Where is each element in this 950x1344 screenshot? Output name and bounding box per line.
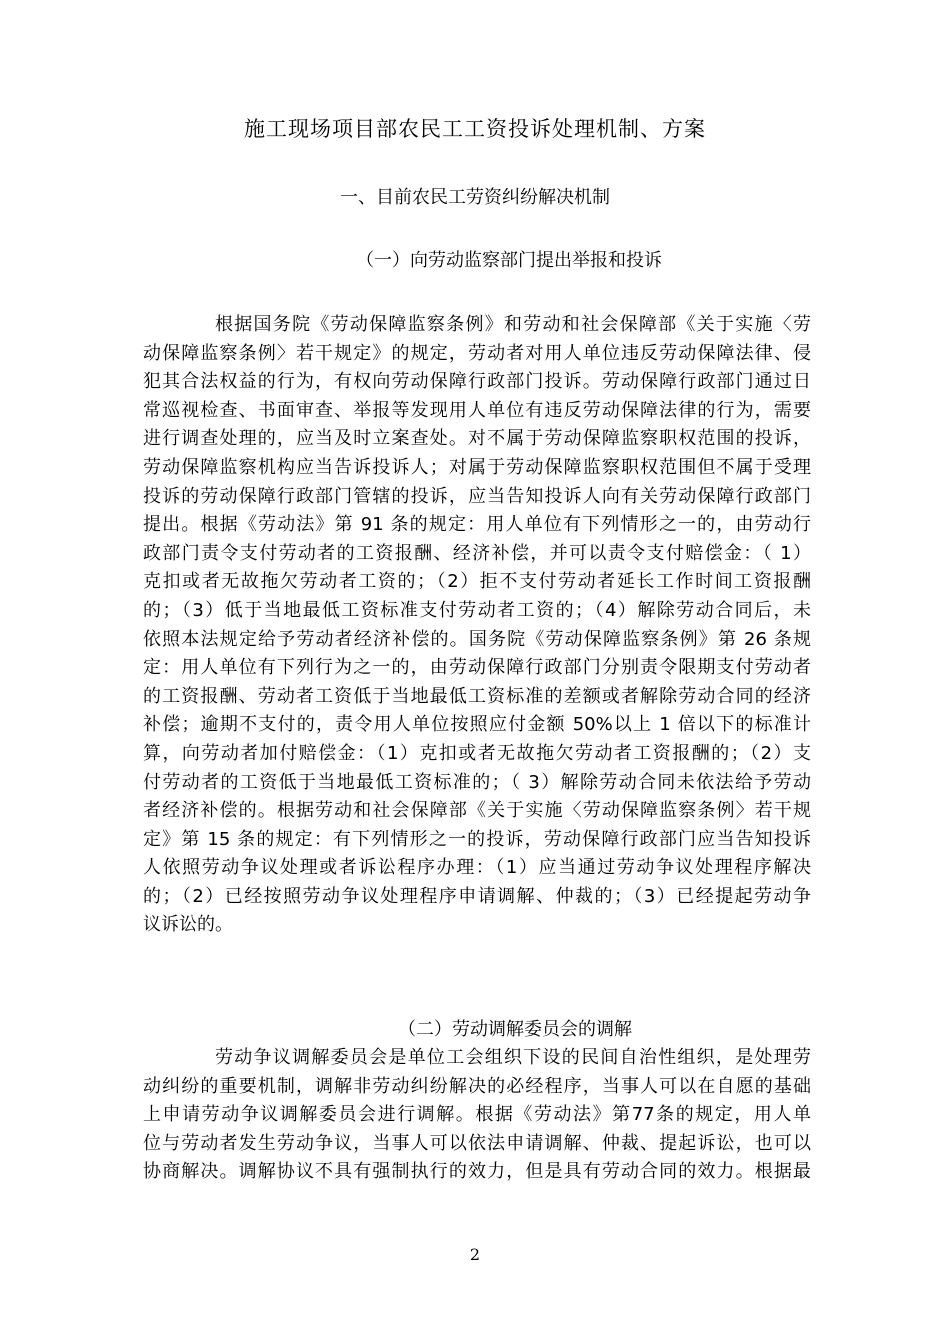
subsection-1-paragraph — [143, 311, 811, 940]
text-line: 协商解决。调解协议不具有强制执行的效力，但是具有劳动合同的效力。根据最 — [143, 1161, 811, 1183]
text-line: 投诉的劳动保障行政部门管辖的投诉，应当告知投诉人向有关劳动保障行政部门 — [143, 485, 811, 507]
text-line: 者经济补偿的。根据劳动和社会保障部《关于实施〈劳动保障监察条例〉若干规 — [143, 800, 811, 822]
text-line: 动保障监察条例〉若干规定》的规定，劳动者对用人单位违反劳动保障法律、侵 — [143, 342, 811, 364]
text-line: 常巡视检查、书面审查、举报等发现用人单位有违反劳动保障法律的行为，需要 — [143, 399, 811, 421]
text-line: 依照本法规定给予劳动者经济补偿的。国务院《劳动保障监察条例》第 26 条规 — [143, 628, 811, 650]
document-title: 施工现场项目部农民工工资投诉处理机制、方案 — [244, 117, 706, 141]
text-line: 补偿；逾期不支付的，责令用人单位按照应付金额 50%以上 1 倍以下的标准计 — [143, 714, 811, 736]
text-line: 的；（3）低于当地最低工资标准支付劳动者工资的；（4）解除劳动合同后，未 — [143, 599, 811, 621]
text-line: 犯其合法权益的行为，有权向劳动保障行政部门投诉。劳动保障行政部门通过日 — [143, 371, 811, 393]
subsection-2-paragraph — [143, 1044, 811, 1187]
page-number: 2 — [469, 1245, 481, 1264]
text-line: 根据国务院《劳动保障监察条例》和劳动和社会保障部《关于实施〈劳 — [215, 314, 811, 335]
text-line: 进行调查处理的，应当及时立案查处。对不属于劳动保障监察职权范围的投诉， — [143, 428, 811, 450]
text-line: 劳动保障监察机构应当告诉投诉人；对属于劳动保障监察职权范围但不属于受理 — [143, 456, 811, 478]
section-heading: 一、目前农民工劳资纠纷解决机制 — [340, 187, 610, 208]
text-line: 议诉讼的。 — [143, 914, 233, 936]
text-line: 动纠纷的重要机制，调解非劳动纠纷解决的必经程序，当事人可以在自愿的基础 — [143, 1075, 811, 1097]
text-line: 的工资报酬、劳动者工资低于当地最低工资标准的差额或者解除劳动合同的经济 — [143, 685, 811, 707]
text-line: 克扣或者无故拖欠劳动者工资的；（2）拒不支付劳动者延长工作时间工资报酬 — [143, 571, 811, 593]
text-line: 定》第 15 条的规定：有下列情形之一的投诉，劳动保障行政部门应当告知投诉 — [143, 828, 811, 850]
text-line: 定：用人单位有下列行为之一的，由劳动保障行政部门分别责令限期支付劳动者 — [143, 657, 811, 679]
text-line: 上申请劳动争议调解委员会进行调解。根据《劳动法》第77条的规定，用人单 — [143, 1104, 811, 1126]
text-line: 算，向劳动者加付赔偿金：（1）克扣或者无故拖欠劳动者工资报酬的；（2）支 — [143, 742, 811, 764]
text-line: 劳动争议调解委员会是单位工会组织下设的民间自治性组织，是处理劳 — [215, 1047, 811, 1068]
text-line: 付劳动者的工资低于当地最低工资标准的；（ 3）解除劳动合同未依法给予劳动 — [143, 771, 811, 793]
text-line: 人依照劳动争议处理或者诉讼程序办理：（1）应当通过劳动争议处理程序解决 — [143, 857, 811, 879]
subsection-1-heading: （一）向劳动监察部门提出举报和投诉 — [356, 250, 662, 271]
text-line: 政部门责令支付劳动者的工资报酬、经济补偿，并可以责令支付赔偿金：（ 1） — [143, 542, 811, 564]
text-line: 提出。根据《劳动法》第 91 条的规定：用人单位有下列情形之一的，由劳动行 — [143, 514, 811, 536]
text-line: 位与劳动者发生劳动争议，当事人可以依法申请调解、仲裁、提起诉讼，也可以 — [143, 1132, 811, 1154]
text-line: 的；（2）已经按照劳动争议处理程序申请调解、仲裁的；（3）已经提起劳动争 — [143, 885, 811, 907]
subsection-2-heading: （二）劳动调解委员会的调解 — [398, 1019, 632, 1040]
